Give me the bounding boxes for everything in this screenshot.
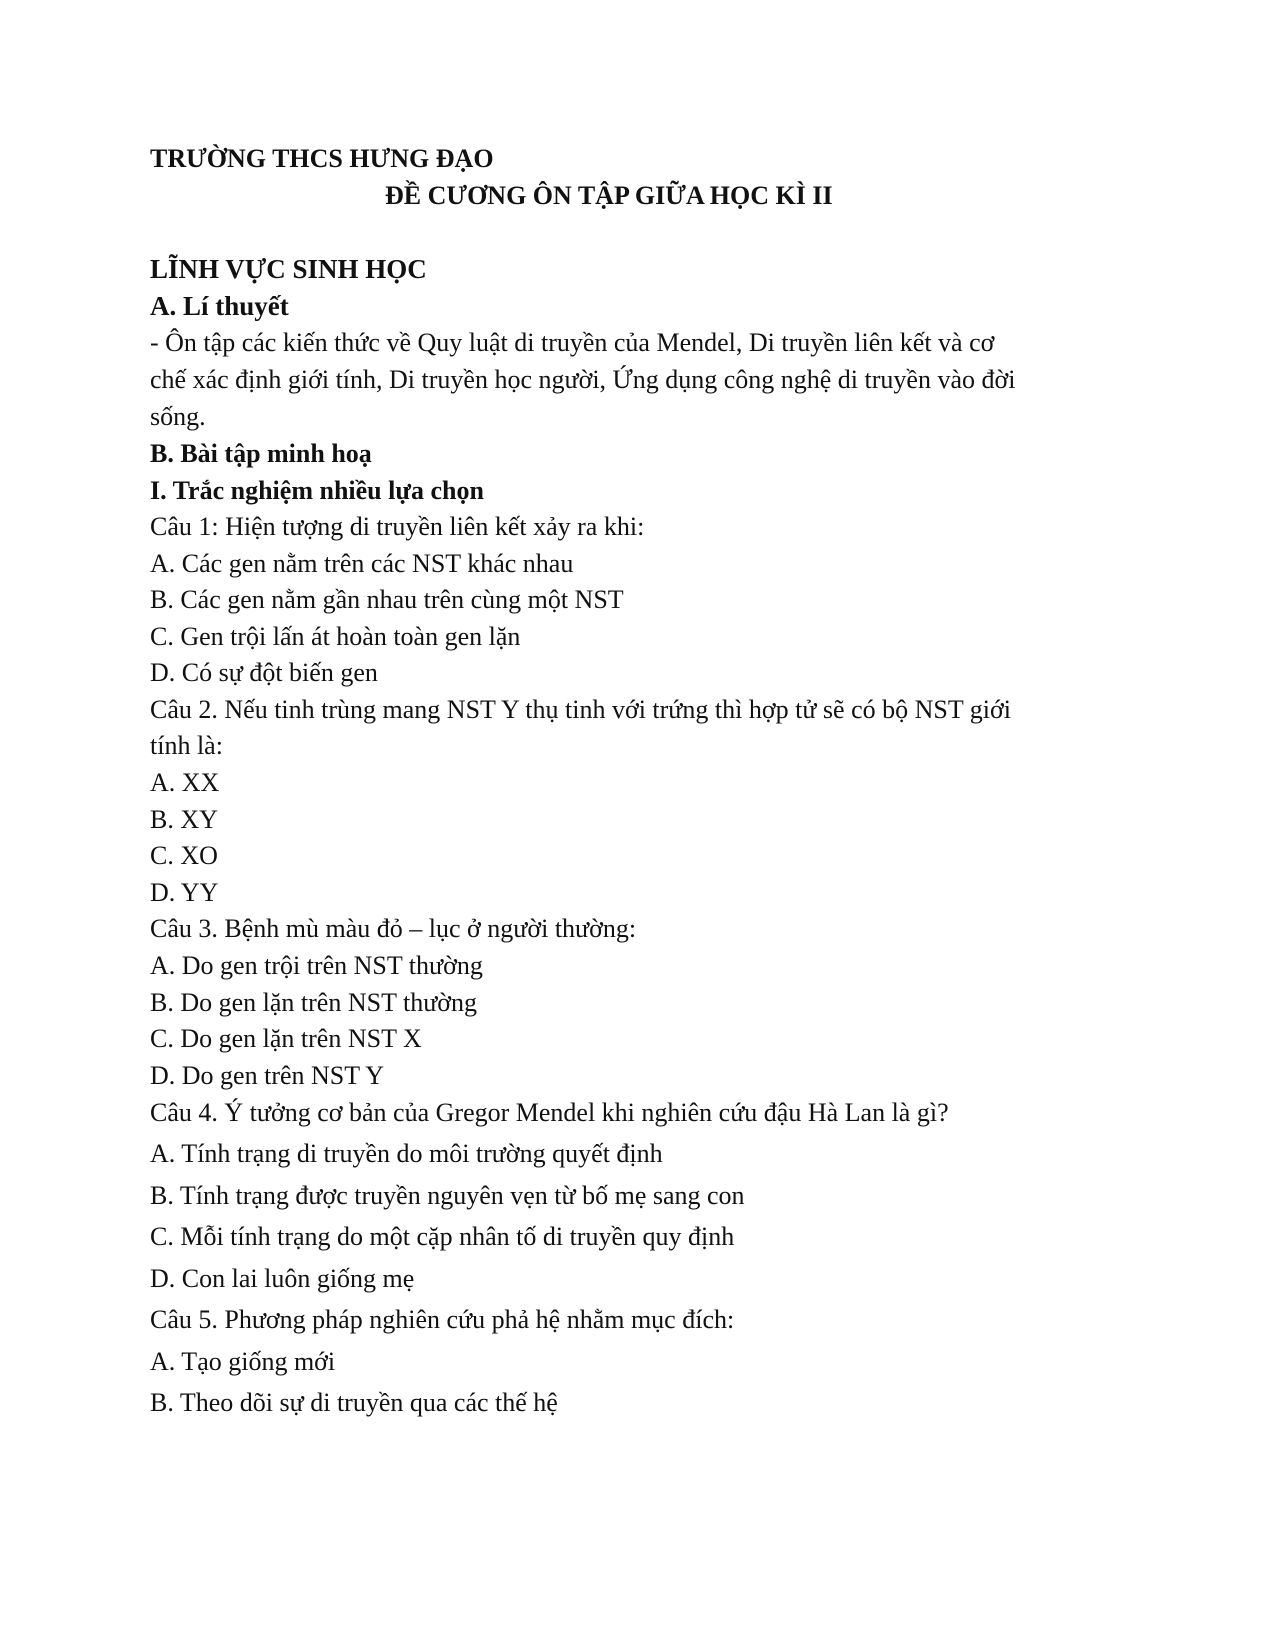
question-1-option-a: A. Các gen nằm trên các NST khác nhau [150,549,574,578]
section-title: LĨNH VỰC SINH HỌC [150,254,427,284]
question-3-text: Câu 3. Bệnh mù màu đỏ – lục ở người thường: [150,914,637,943]
question-4-option-c: C. Mỗi tính trạng do một cặp nhân tố di truyền quy định [150,1222,735,1251]
question-2-text-cont: tính là: [150,731,223,760]
question-2-option-c: C. XO [150,841,218,870]
question-2-text: Câu 2. Nếu tinh trùng mang NST Y thụ tinh với trứng thì hợp tử sẽ có bộ NST giới [150,695,1011,724]
question-1-option-b: B. Các gen nằm gần nhau trên cùng một NST [150,585,624,614]
question-4-option-a: A. Tính trạng di truyền do môi trường quyết định [150,1139,663,1168]
question-2-option-d: D. YY [150,878,219,907]
question-3-option-c: C. Do gen lặn trên NST X [150,1024,422,1053]
question-5-option-a: A. Tạo giống mới [150,1347,336,1376]
question-2-option-a: A. XX [150,768,220,797]
question-4-option-b: B. Tính trạng được truyền nguyên vẹn từ bố mẹ sang con [150,1181,745,1210]
question-2-option-b: B. XY [150,805,218,834]
exercise-heading: B. Bài tập minh hoạ [150,439,372,468]
question-5-option-b: B. Theo dõi sự di truyền qua các thế hệ [150,1388,558,1417]
theory-text-line: chế xác định giới tính, Di truyền học người, Ứng dụng công nghệ di truyền vào đời [150,365,1016,394]
question-1-text: Câu 1: Hiện tượng di truyền liên kết xảy ra khi: [150,512,645,541]
question-3-option-b: B. Do gen lặn trên NST thường [150,988,478,1017]
question-1-option-d: D. Có sự đột biến gen [150,658,378,687]
mcq-heading: I. Trắc nghiệm nhiều lựa chọn [150,476,484,505]
school-name: TRƯỜNG THCS HƯNG ĐẠO [150,144,494,173]
document-title: ĐỀ CƯƠNG ÔN TẬP GIỮA HỌC KÌ II [385,181,833,210]
theory-text-line: - Ôn tập các kiến thức về Quy luật di truyền của Mendel, Di truyền liên kết và cơ [150,328,995,357]
question-3-option-d: D. Do gen trên NST Y [150,1061,384,1090]
question-4-text: Câu 4. Ý tưởng cơ bản của Gregor Mendel khi nghiên cứu đậu Hà Lan là gì? [150,1098,949,1127]
theory-text-line: sống. [150,402,206,431]
question-5-text: Câu 5. Phương pháp nghiên cứu phả hệ nhằm mục đích: [150,1305,735,1334]
theory-heading: A. Lí thuyết [150,291,289,321]
question-4-option-d: D. Con lai luôn giống mẹ [150,1264,415,1293]
question-3-option-a: A. Do gen trội trên NST thường [150,951,483,980]
question-1-option-c: C. Gen trội lấn át hoàn toàn gen lặn [150,622,521,651]
